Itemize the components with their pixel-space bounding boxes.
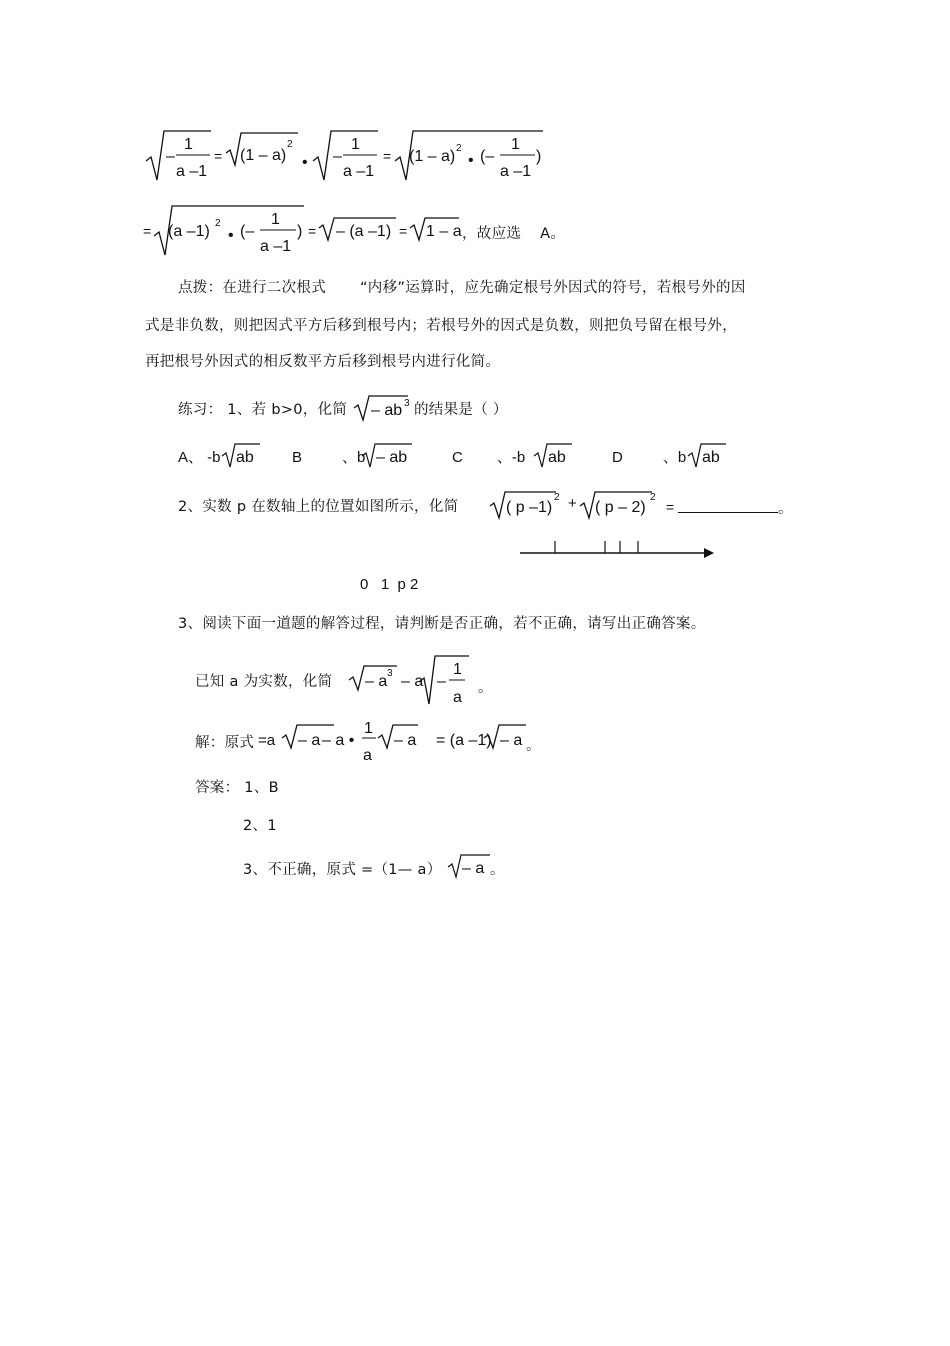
frac-numerator: 1 (184, 136, 193, 153)
tip-line-1b: “内移”运算时，应先确定根号外因式的符号，若根号外的因 (360, 280, 746, 296)
open-paren-neg: (– (480, 148, 495, 165)
answer-choice: A。 (540, 226, 566, 242)
option-c-radicand: ab (548, 449, 566, 466)
equals-a: =a (258, 732, 276, 749)
option-c[interactable] (452, 446, 525, 467)
option-d-radical (686, 440, 728, 470)
radicand-1: – a (365, 673, 388, 690)
radicand: – a (500, 732, 523, 749)
answers-line-2: 2、1 (243, 818, 277, 834)
exponent: 2 (287, 139, 293, 150)
exponent: 2 (456, 143, 462, 154)
minus-sign: – (437, 673, 446, 690)
equals-paren: = (a –1) (436, 732, 492, 749)
one-minus-a: (1 – a) (409, 148, 456, 165)
exponent: 3 (387, 668, 393, 679)
close-paren: ) (536, 148, 542, 165)
minus-a-dot: – a • (322, 732, 355, 749)
frac-denominator: a –1 (176, 163, 208, 180)
equals-sign: = (214, 148, 223, 164)
dot-operator: • (468, 152, 474, 169)
option-a-radicand: ab (236, 449, 254, 466)
equals-sign: = (383, 148, 392, 164)
option-b-coef: 、b (342, 449, 366, 466)
answer-note-text: ，故应选 (462, 226, 522, 242)
frac-denominator: a (363, 747, 372, 764)
frac-denominator: a –1 (343, 163, 375, 180)
option-b-radicand: – ab (376, 449, 408, 466)
radicand: – a (394, 732, 417, 749)
radicand: – ab (371, 402, 403, 419)
option-d-coef: 、b (662, 449, 687, 466)
one-minus-a: (1 – a) (240, 147, 287, 164)
exponent: 2 (554, 492, 560, 503)
option-d-label: D (612, 449, 623, 466)
exponent: 2 (215, 218, 221, 229)
given-expression (345, 652, 475, 710)
equals-sign: = (666, 499, 675, 515)
option-a-radical (220, 440, 262, 470)
radicand-2: ( p – 2) (595, 499, 646, 516)
a-minus-1-base: (a –1) (168, 223, 210, 240)
axis-labels: 0 1 p 2 (360, 576, 419, 593)
frac-denominator: a –1 (500, 163, 532, 180)
exercise-1-radical (352, 390, 416, 424)
frac-denominator: a (453, 689, 462, 706)
exponent: 3 (404, 398, 410, 409)
frac-numerator: 1 (453, 661, 462, 678)
exercise-1-suffix: 的结果是（ ） (414, 402, 508, 418)
dot-operator: • (302, 154, 308, 171)
minus-sign: – (333, 148, 342, 165)
arrow-head-icon (704, 548, 714, 558)
given-text: 已知 a 为实数，化简 (195, 674, 333, 690)
answers-line-1: 答案： 1、B (195, 780, 279, 796)
plus-sign: + (568, 495, 577, 512)
solution-prefix: 解：原式 (195, 735, 255, 751)
equals-sign: = (143, 223, 152, 239)
frac-numerator: 1 (271, 211, 280, 228)
exponent: 2 (650, 492, 656, 503)
option-a-label: A、 -b (178, 449, 221, 466)
exercise-3-prefix: 3、阅读下面一道题的解答过程，请判断是否正确，若不正确，请写出正确答案。 (178, 616, 706, 632)
close-paren: ) (297, 223, 303, 240)
radicand: – a (462, 860, 485, 877)
frac-denominator: a –1 (260, 238, 292, 255)
given-end: 。 (478, 680, 493, 696)
equals-sign: = (399, 223, 408, 239)
dot-operator: • (228, 227, 234, 244)
neg-paren: – (a –1) (336, 223, 392, 240)
solution-end: 。 (526, 738, 541, 754)
exercise-2-end: 。 (778, 501, 793, 517)
formula-line-1 (140, 125, 560, 187)
option-a[interactable] (178, 446, 221, 467)
option-b-radical (360, 440, 416, 470)
option-d[interactable] (612, 446, 686, 467)
minus-sign: – (166, 148, 175, 165)
minus-a: – a (401, 673, 424, 690)
radicand-1: ( p –1) (506, 499, 553, 516)
frac-numerator: 1 (351, 136, 360, 153)
option-b[interactable] (292, 446, 365, 467)
answers-line-3-end: 。 (490, 862, 505, 878)
exercise-2-expression (488, 486, 688, 522)
radicand: – a (298, 732, 321, 749)
exercise-2-prefix: 2、实数 p 在数轴上的位置如图所示，化简 (178, 499, 459, 515)
tip-line-1a: 点拨：在进行二次根式 (178, 280, 326, 296)
equals-sign: = (308, 223, 317, 239)
one-minus-a: 1 – a (426, 223, 462, 240)
exercise-1-prefix: 练习： 1、若 b>0，化简 (178, 402, 348, 418)
number-line (518, 538, 718, 560)
answer-note (462, 222, 565, 243)
open-paren-neg: (– (240, 223, 255, 240)
option-d-radicand: ab (702, 449, 720, 466)
option-b-label: B (292, 449, 303, 466)
answers-line-3: 3、不正确，原式 =（1— a） (243, 862, 442, 878)
option-c-label: C (452, 449, 463, 466)
tip-line-1 (178, 276, 746, 297)
option-c-radical (532, 440, 574, 470)
answer-blank[interactable] (678, 512, 778, 513)
frac-numerator: 1 (511, 136, 520, 153)
answer-3-radical (446, 851, 492, 881)
option-c-coef: 、-b (496, 449, 526, 466)
solution-expression (258, 714, 548, 768)
tip-line-3: 再把根号外因式的相反数平方后移到根号内进行化简。 (145, 354, 501, 370)
tip-line-2: 式是非负数，则把因式平方后移到根号内；若根号外的因式是负数，则把负号留在根号外， (145, 318, 737, 334)
frac-numerator: 1 (364, 720, 373, 737)
